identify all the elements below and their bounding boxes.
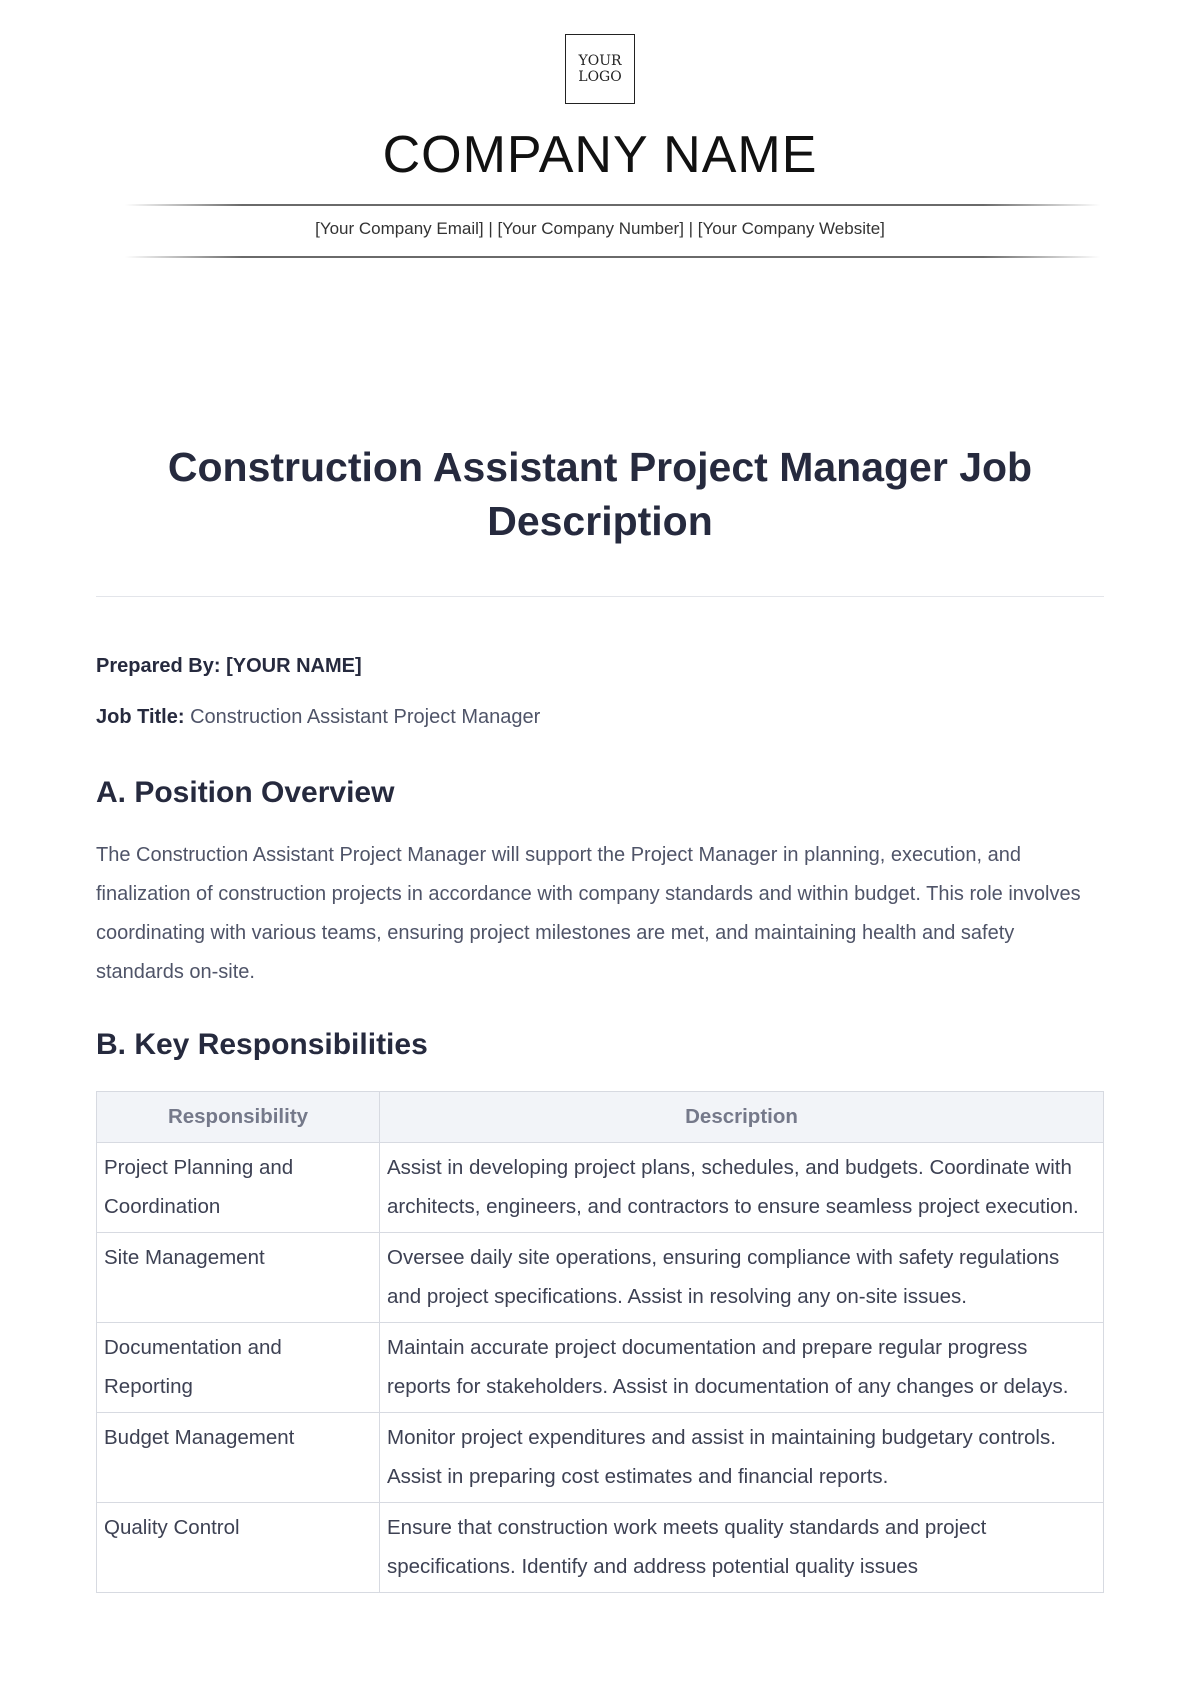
description-cell: Ensure that construction work meets quality standards and project specifications. Identify and address potential quality issues [380, 1503, 1104, 1593]
section-a-heading: A. Position Overview [96, 776, 395, 809]
responsibility-cell: Site Management [97, 1233, 380, 1323]
description-cell: Oversee daily site operations, ensuring compliance with safety regulations and project specifications. Assist in resolving any on-site issues. [380, 1233, 1104, 1323]
job-title [96, 706, 540, 729]
table-row [97, 1143, 1104, 1233]
table-row [97, 1413, 1104, 1503]
responsibility-cell: Project Planning and Coordination [97, 1143, 380, 1233]
job-title-label: Job Title: [96, 706, 185, 728]
header-rule-bottom [125, 256, 1100, 258]
responsibility-cell: Quality Control [97, 1503, 380, 1593]
title-divider [96, 596, 1104, 597]
header-rule-top [125, 204, 1100, 206]
prepared-by [96, 655, 362, 678]
column-header-responsibility: Responsibility [97, 1092, 380, 1143]
column-header-description: Description [380, 1092, 1104, 1143]
description-cell: Assist in developing project plans, schedules, and budgets. Coordinate with architects, engineers, and contractors to ensure seamless project execution. [380, 1143, 1104, 1233]
description-cell: Monitor project expenditures and assist in maintaining budgetary controls. Assist in preparing cost estimates and financial reports. [380, 1413, 1104, 1503]
responsibility-cell: Budget Management [97, 1413, 380, 1503]
company-logo [565, 34, 635, 104]
logo-line-2: LOGO [578, 69, 622, 85]
table-row [97, 1323, 1104, 1413]
company-contact-line: [Your Company Email] | [Your Company Number] | [Your Company Website] [315, 219, 885, 238]
logo-line-1: YOUR [578, 53, 622, 69]
responsibility-cell: Documentation and Reporting [97, 1323, 380, 1413]
table-header-row [97, 1092, 1104, 1143]
job-title-value: Construction Assistant Project Manager [190, 706, 541, 728]
responsibilities-table [96, 1091, 1104, 1593]
company-name: COMPANY NAME [382, 126, 818, 184]
prepared-by-value: [YOUR NAME] [226, 655, 362, 677]
description-cell: Maintain accurate project documentation and prepare regular progress reports for stakeholders. Assist in documentation of any changes or delays. [380, 1323, 1104, 1413]
document-title: Construction Assistant Project Manager Job Description [167, 444, 1033, 544]
position-overview-text: The Construction Assistant Project Manager will support the Project Manager in planning, execution, and finalization of construction projects in accordance with company standards and within budget. This role involves coordinating with various teams, ensuring project milestones are met, and maintaining health and safety standards on-site. [96, 844, 1081, 983]
prepared-by-label: Prepared By: [96, 655, 221, 677]
section-b-heading: B. Key Responsibilities [96, 1028, 428, 1061]
table-row [97, 1503, 1104, 1593]
table-row [97, 1233, 1104, 1323]
